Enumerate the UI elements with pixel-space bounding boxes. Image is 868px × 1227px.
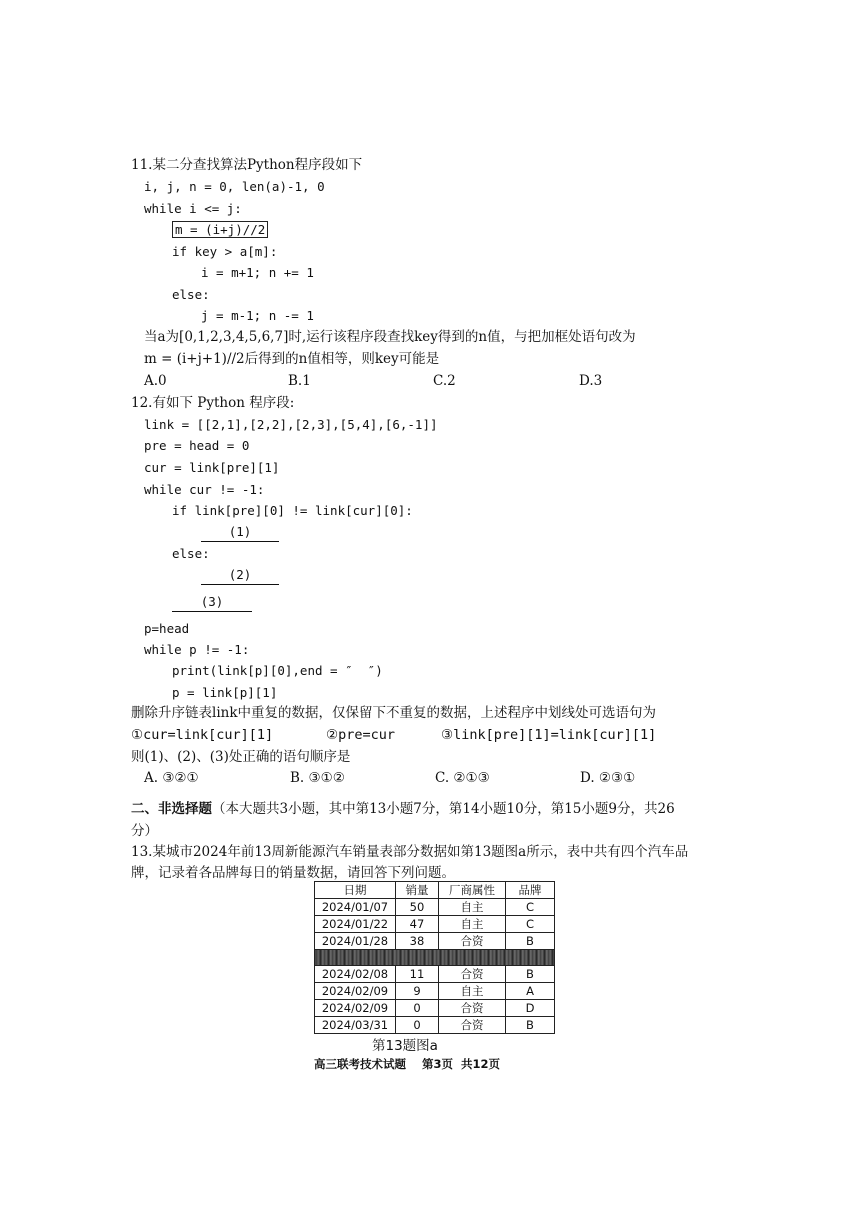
q11-code-line-2: while i <= j:	[144, 201, 242, 216]
q11-option-b: B.1	[288, 373, 311, 389]
cell-brand: C	[506, 916, 555, 933]
table-row	[315, 916, 555, 933]
cell-date: 2024/01/22	[315, 916, 396, 933]
cell-sales: 9	[396, 983, 439, 1000]
q12-code-line-13: p = link[p][1]	[172, 685, 278, 700]
sales-table	[314, 881, 555, 1034]
q12-option-d: D. ②③①	[580, 770, 636, 786]
q12-choice-2: ②pre=cur	[326, 727, 395, 743]
q11-code-line-6: else:	[172, 287, 210, 302]
section2-line-1	[131, 800, 675, 818]
q11-code-line-3-boxed	[172, 221, 268, 239]
q12-option-b: B. ③①②	[290, 770, 345, 786]
cell-maker-type: 自主	[439, 916, 506, 933]
q11-desc-1: 当a为[0,1,2,3,4,5,6,7]时,运行该程序段查找key得到的n值，与把加框处语句改为	[144, 329, 636, 345]
cell-brand: D	[506, 1000, 555, 1017]
table-row	[315, 899, 555, 916]
cell-date: 2024/02/09	[315, 983, 396, 1000]
q13-line-2: 牌，记录着各品牌每日的销量数据，请回答下列问题。	[131, 865, 455, 881]
cell-maker-type: 自主	[439, 899, 506, 916]
q11-code-line-5: i = m+1; n += 1	[201, 265, 314, 280]
cell-brand: B	[506, 1017, 555, 1034]
table-row	[315, 1017, 555, 1034]
cell-sales: 38	[396, 933, 439, 950]
q12-title: 12.有如下 Python 程序段:	[131, 395, 295, 411]
q12-desc: 删除升序链表link中重复的数据，仅保留下不重复的数据，上述程序中划线处可选语句为	[131, 705, 657, 721]
q12-blank-1	[201, 523, 279, 542]
q12-blank-2	[201, 566, 279, 585]
q12-ask: 则(1)、(2)、(3)处正确的语句顺序是	[131, 749, 351, 765]
cell-sales: 0	[396, 1017, 439, 1034]
section2-text: （本大题共3小题，其中第13小题7分，第14小题10分，第15小题9分，共26	[212, 801, 675, 817]
torn-edge	[315, 950, 555, 966]
q12-code-line-12: print(link[p][0],end = ″ ″)	[172, 663, 383, 678]
q11-code-line-4: if key > a[m]:	[172, 244, 278, 259]
q12-code-line-4: while cur != -1:	[144, 482, 265, 497]
header-date: 日期	[315, 882, 396, 899]
q12-code-line-7: else:	[172, 546, 210, 561]
figure-caption: 第13题图a	[372, 1038, 438, 1054]
blank-2-label: (2)	[201, 566, 279, 585]
table-row	[315, 1000, 555, 1017]
q12-choice-3: ③link[pre][1]=link[cur][1]	[441, 727, 657, 743]
q12-choice-1: ①cur=link[cur][1]	[131, 727, 274, 743]
table-header-row	[315, 882, 555, 899]
page-footer: 高三联考技术试题 第3页 共12页	[314, 1057, 501, 1071]
q11-title: 11.某二分查找算法Python程序段如下	[131, 157, 363, 173]
cell-maker-type: 自主	[439, 983, 506, 1000]
table-row	[315, 966, 555, 983]
q12-code-line-3: cur = link[pre][1]	[144, 460, 280, 475]
q12-option-a: A. ③②①	[144, 770, 199, 786]
header-brand: 品牌	[506, 882, 555, 899]
q11-desc-2: m = (i+j+1)//2后得到的n值相等，则key可能是	[144, 351, 440, 367]
cell-maker-type: 合资	[439, 933, 506, 950]
header-sales: 销量	[396, 882, 439, 899]
cell-sales: 47	[396, 916, 439, 933]
q11-option-a: A.0	[144, 373, 167, 389]
cell-maker-type: 合资	[439, 1017, 506, 1034]
header-maker-type: 厂商属性	[439, 882, 506, 899]
cell-maker-type: 合资	[439, 966, 506, 983]
q12-code-line-5: if link[pre][0] != link[cur][0]:	[172, 503, 413, 518]
cell-maker-type: 合资	[439, 1000, 506, 1017]
q11-code-line-1: i, j, n = 0, len(a)-1, 0	[144, 179, 325, 194]
cell-brand: C	[506, 899, 555, 916]
cell-date: 2024/02/09	[315, 1000, 396, 1017]
q13-line-1: 13.某城市2024年前13周新能源汽车销量表部分数据如第13题图a所示，表中共有四个汽车品	[131, 844, 689, 860]
blank-1-label: (1)	[201, 523, 279, 542]
q12-code-line-11: while p != -1:	[144, 642, 250, 657]
q12-option-c: C. ②①③	[435, 770, 490, 786]
cell-sales: 50	[396, 899, 439, 916]
boxed-statement: m = (i+j)//2	[172, 221, 268, 238]
q12-code-line-1: link = [[2,1],[2,2],[2,3],[5,4],[6,-1]]	[144, 417, 438, 432]
cell-sales: 0	[396, 1000, 439, 1017]
cell-sales: 11	[396, 966, 439, 983]
section2-line-2: 分）	[131, 823, 158, 839]
torn-edge-row	[315, 950, 555, 966]
blank-3-label: (3)	[172, 593, 252, 612]
q12-blank-3	[172, 593, 252, 612]
q12-code-line-2: pre = head = 0	[144, 438, 250, 453]
q12-code-line-10: p=head	[144, 621, 190, 636]
cell-brand: B	[506, 933, 555, 950]
cell-date: 2024/02/08	[315, 966, 396, 983]
table-row	[315, 983, 555, 1000]
cell-brand: A	[506, 983, 555, 1000]
cell-date: 2024/03/31	[315, 1017, 396, 1034]
q11-code-line-7: j = m-1; n -= 1	[201, 308, 314, 323]
cell-brand: B	[506, 966, 555, 983]
cell-date: 2024/01/28	[315, 933, 396, 950]
q11-option-c: C.2	[433, 373, 456, 389]
section2-heading: 二、非选择题	[131, 801, 212, 817]
cell-date: 2024/01/07	[315, 899, 396, 916]
q11-option-d: D.3	[579, 373, 603, 389]
table-row	[315, 933, 555, 950]
